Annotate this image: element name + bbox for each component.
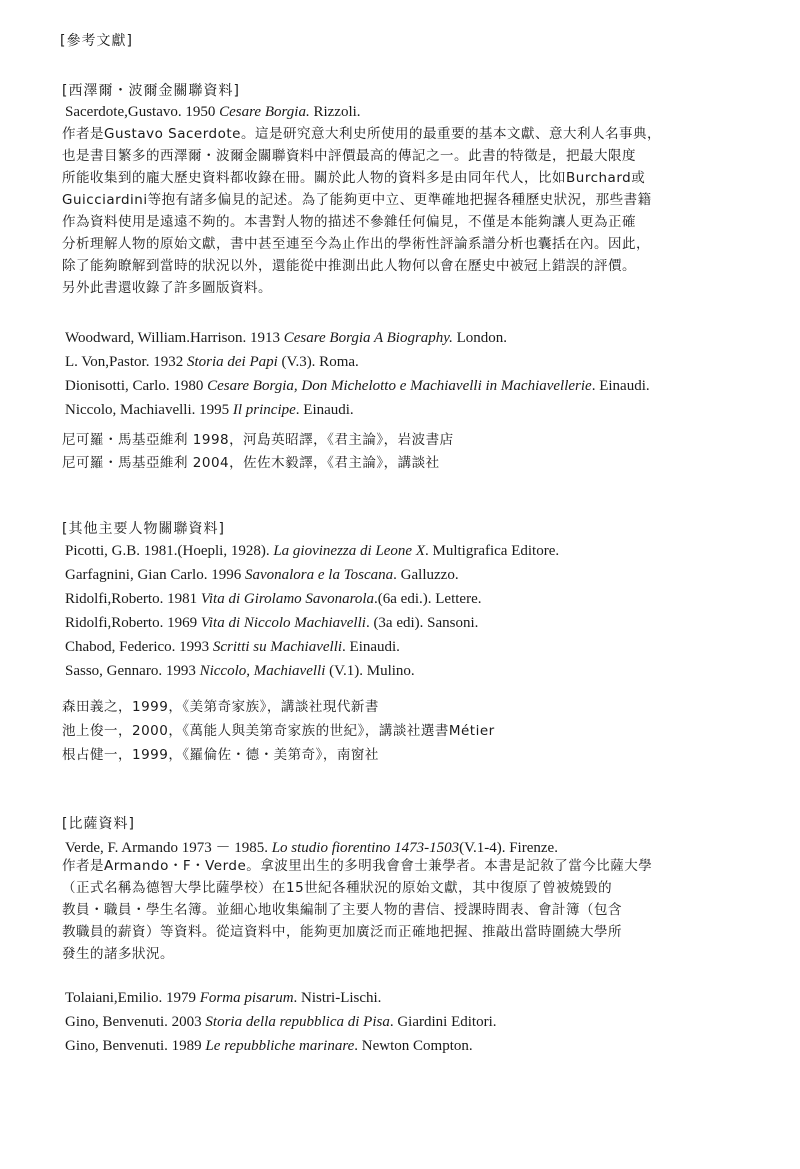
- description-sacerdote: [62, 123, 742, 299]
- ref-publisher: .(6a edi.). Lettere.: [374, 591, 482, 607]
- ref-author-year: Ridolfi,Roberto. 1969: [65, 615, 201, 631]
- ref-publisher: (V.3). Roma.: [277, 354, 359, 370]
- ref-title: La giovinezza di Leone X: [273, 543, 425, 559]
- description-line: 作者是Gustavo Sacerdote。這是研究意大利史所使用的最重要的基本文獻、意大利人名事典，: [62, 126, 661, 142]
- ref-title: Lo studio fiorentino 1473-1503: [271, 840, 460, 856]
- reference-item: [65, 1038, 473, 1055]
- reference-item: [65, 543, 559, 560]
- ref-publisher: . Galluzzo.: [393, 567, 459, 583]
- description-line: 教職員的薪資）等資料。從這資料中，能夠更加廣泛而正確地把握、推敲出當時圍繞大學所: [62, 924, 622, 940]
- ref-publisher: (V.1-4). Firenze.: [459, 840, 558, 856]
- description-line: 發生的諸多狀況。: [62, 946, 174, 962]
- reference-item: [65, 639, 400, 656]
- ref-publisher: . Einaudi.: [295, 402, 354, 418]
- ref-title: Le repubbliche marinare: [205, 1038, 355, 1054]
- japanese-reference-item: 池上俊一，2000，《萬能人與美第奇家族的世紀》，講談社選書Métier: [62, 723, 495, 739]
- description-line: Guicciardini等抱有諸多偏見的記述。為了能夠更中立、更準確地把握各種歷史狀況，那些書籍: [62, 192, 652, 208]
- ref-title: Cesare Borgia, Don Michelotto e Machiavelli in Machiavellerie: [207, 378, 592, 394]
- page-title: [參考文獻]: [60, 33, 133, 49]
- ref-title: Vita di Niccolo Machiavelli: [200, 615, 366, 631]
- ref-publisher: . Giardini Editori.: [389, 1014, 497, 1030]
- ref-author-year: Gino, Benvenuti. 2003: [65, 1014, 206, 1030]
- reference-item: [65, 402, 354, 419]
- reference-item: [65, 615, 478, 632]
- section-heading-borgia: [西澤爾・波爾金關聯資料]: [62, 83, 240, 99]
- description-line: 也是書目繁多的西澤爾・波爾金關聯資料中評價最高的傳記之一。此書的特徵是，把最大限度: [62, 148, 636, 164]
- ref-title: Niccolo, Machiavelli: [199, 663, 326, 679]
- description-line: 除了能夠瞭解到當時的狀況以外，還能從中推測出此人物何以會在歷史中被冠上錯誤的評價。: [62, 258, 636, 274]
- ref-publisher: . Einaudi.: [342, 639, 400, 655]
- ref-publisher: Rizzoli.: [309, 104, 361, 120]
- description-verde: [62, 855, 742, 965]
- ref-publisher: London.: [452, 330, 508, 346]
- ref-author-year: Tolaiani,Emilio. 1979: [65, 990, 200, 1006]
- reference-item: [65, 330, 507, 347]
- description-line: 分析理解人物的原始文獻，書中甚至連至今為止作出的學術性評論系譜分析也囊括在內。因此，: [62, 236, 650, 252]
- ref-author-year: Gino, Benvenuti. 1989: [65, 1038, 206, 1054]
- ref-author-year: Woodward, William.Harrison. 1913: [65, 330, 284, 346]
- reference-item: [65, 1014, 497, 1031]
- section-heading-other-figures: [其他主要人物關聯資料]: [62, 521, 225, 537]
- reference-item: [65, 591, 481, 608]
- ref-publisher: . Nistri-Lischi.: [293, 990, 382, 1006]
- reference-item: [65, 663, 415, 680]
- reference-item: [65, 378, 650, 395]
- japanese-reference-item: 尼可羅・馬基亞維利 1998，河島英昭譯，《君主論》，岩波書店: [62, 432, 454, 448]
- ref-publisher: . Newton Compton.: [354, 1038, 473, 1054]
- ref-author-year: L. Von,Pastor. 1932: [65, 354, 187, 370]
- ref-author-year: Niccolo, Machiavelli. 1995: [65, 402, 233, 418]
- ref-author-year: Sacerdote,Gustavo. 1950: [65, 104, 220, 120]
- ref-title: Forma pisarum: [199, 990, 294, 1006]
- japanese-reference-item: 根占健一，1999，《羅倫佐・德・美第奇》，南窗社: [62, 747, 379, 763]
- ref-title: Vita di Girolamo Savonarola: [200, 591, 375, 607]
- japanese-reference-item: 森田義之，1999，《美第奇家族》，講談社現代新書: [62, 699, 379, 715]
- ref-publisher: . Einaudi.: [591, 378, 650, 394]
- reference-item: [65, 354, 359, 371]
- description-line: 教員・職員・學生名簿。並細心地收集編制了主要人物的書信、授課時間表、會計簿（包含: [62, 902, 622, 918]
- ref-author-year: Verde, F. Armando 1973 － 1985.: [65, 840, 272, 856]
- ref-author-year: Chabod, Federico. 1993: [65, 639, 213, 655]
- description-line: 另外此書還收錄了許多圖版資料。: [62, 280, 272, 296]
- ref-title: Scritti su Machiavelli: [212, 639, 343, 655]
- ref-title: Cesare Borgia.: [219, 104, 310, 120]
- description-line: （正式名稱為德智大學比薩學校）在15世紀各種狀況的原始文獻，其中復原了曾被燒毀的: [62, 880, 613, 896]
- description-line: 所能收集到的龐大歷史資料都收錄在冊。關於此人物的資料多是由同年代人，比如Burchard或: [62, 170, 646, 186]
- description-line: 作者是Armando・F・Verde。拿波里出生的多明我會會士兼學者。本書是記敘了當今比薩大學: [62, 858, 653, 874]
- ref-publisher: . Multigrafica Editore.: [424, 543, 560, 559]
- ref-title: Storia della repubblica di Pisa: [205, 1014, 390, 1030]
- reference-item: [65, 567, 459, 584]
- ref-author-year: Sasso, Gennaro. 1993: [65, 663, 200, 679]
- ref-author-year: Garfagnini, Gian Carlo. 1996: [65, 567, 245, 583]
- description-line: 作為資料使用是遠遠不夠的。本書對人物的描述不參雜任何偏見，不僅是本能夠讓人更為正確: [62, 214, 636, 230]
- ref-publisher: . (3a edi). Sansoni.: [365, 615, 479, 631]
- japanese-reference-item: 尼可羅・馬基亞維利 2004，佐佐木毅譯，《君主論》，講談社: [62, 455, 440, 471]
- primary-reference-verde: [65, 836, 558, 857]
- section-heading-pisa: [比薩資料]: [62, 816, 135, 832]
- primary-reference-sacerdote: [65, 104, 361, 121]
- ref-author-year: Ridolfi,Roberto. 1981: [65, 591, 201, 607]
- reference-item: [65, 990, 381, 1007]
- ref-author-year: Picotti, G.B. 1981.(Hoepli, 1928).: [65, 543, 274, 559]
- ref-title: Savonalora e la Toscana: [244, 567, 394, 583]
- ref-title: Storia dei Papi: [186, 354, 278, 370]
- ref-publisher: (V.1). Mulino.: [325, 663, 415, 679]
- ref-title: Il principe: [232, 402, 296, 418]
- ref-title: Cesare Borgia A Biography.: [283, 330, 453, 346]
- ref-author-year: Dionisotti, Carlo. 1980: [65, 378, 208, 394]
